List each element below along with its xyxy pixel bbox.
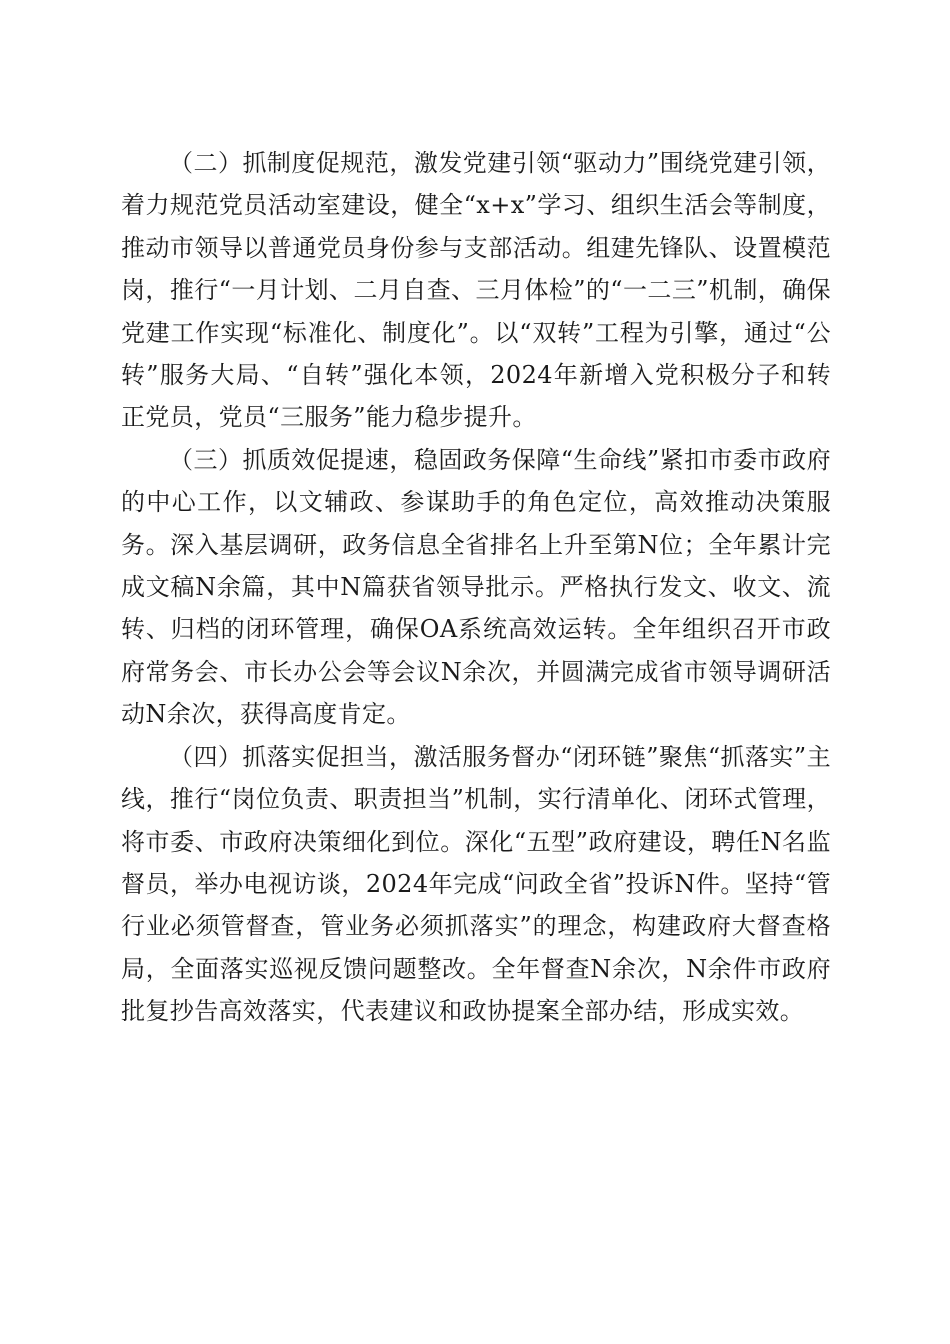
paragraph-supervision: （四）抓落实促担当，激活服务督办“闭环链”聚焦“抓落实”主线，推行“岗位负责、职责担当”机制，实行清单化、闭环式管理，将市委、市政府决策细化到位。深化“五型”政府建设，聘任N名监督员，举办电视访谈，2024年完成“问政全省”投诉N件。坚持“管行业必须管督查，管业务必须抓落实”的理念，构建政府大督查格局，全面落实巡视反馈问题整改。全年督查N余次，N余件市政府批复抄告高效落实，代表建议和政协提案全部办结，形成实效。 bbox=[121, 742, 831, 1026]
document-body bbox=[121, 142, 831, 1033]
paragraph-party-building: （二）抓制度促规范，激发党建引领“驱动力”围绕党建引领，着力规范党员活动室建设，健全“x+x”学习、组织生活会等制度，推动市领导以普通党员身份参与支部活动。组建先锋队、设置模范岗，推行“一月计划、二月自查、三月体检”的“一二三”机制，确保党建工作实现“标准化、制度化”。以“双转”工程为引擎，通过“公转”服务大局、“自转”强化本领，2024年新增入党积极分子和转正党员，党员“三服务”能力稳步提升。 bbox=[121, 149, 831, 432]
paragraph-government-service: （三）抓质效促提速，稳固政务保障“生命线”紧扣市委市政府的中心工作，以文辅政、参谋助手的角色定位，高效推动决策服务。深入基层调研，政务信息全省排名上升至第N位；全年累计完成文稿N余篇，其中N篇获省领导批示。严格执行发文、收文、流转、归档的闭环管理，确保OA系统高效运转。全年组织召开市政府常务会、市长办公会等会议N余次，并圆满完成省市领导调研活动N余次，获得高度肯定。 bbox=[121, 445, 831, 729]
